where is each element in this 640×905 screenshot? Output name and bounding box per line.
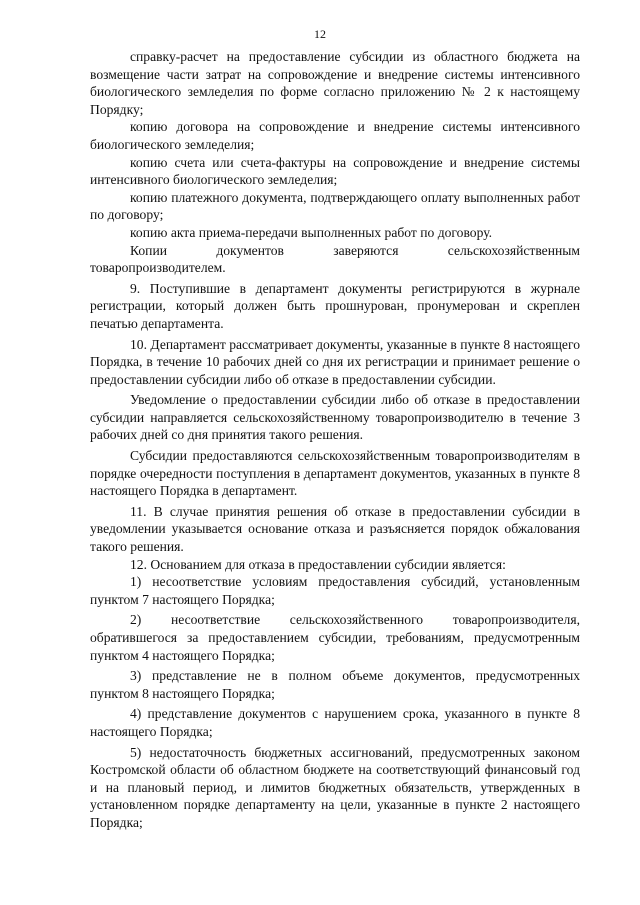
paragraph-payment-document-copy: копию платежного документа, подтверждающего оплату выполненных работ по договору; xyxy=(90,189,580,223)
paragraph-copies-certified: Копии документов заверяются сельскохозяйственным товаропроизводителем. xyxy=(90,242,580,276)
paragraph-item-12: 12. Основанием для отказа в предоставлении субсидии является: xyxy=(130,556,506,572)
paragraph-item-9: 9. Поступившие в департамент документы регистрируются в журнале регистрации, который должен быть прошнурован, пронумерован и скреплен печатью департамента. xyxy=(90,280,580,331)
paragraph-invoice-copy: копию счета или счета-фактуры на сопровождение и внедрение системы интенсивного биологического земледелия; xyxy=(90,154,580,188)
paragraph-acceptance-act-copy: копию акта приема-передачи выполненных работ по договору. xyxy=(130,224,493,240)
paragraph-notification: Уведомление о предоставлении субсидии либо об отказе в предоставлении субсидии направляется сельскохозяйственному товаропроизводителю в течение 3 рабочих дней со дня принятия такого решения. xyxy=(90,392,580,443)
paragraph-refusal-reason-3: 3) представление не в полном объеме документов, предусмотренных пунктом 8 настоящего Порядка; xyxy=(90,668,580,701)
document-body xyxy=(90,48,580,832)
paragraph-refusal-reason-4: 4) представление документов с нарушением срока, указанного в пункте 8 настоящего Порядка; xyxy=(90,706,580,739)
paragraph-item-11: 11. В случае принятия решения об отказе в предоставлении субсидии в уведомлении указывается основание отказа и разъясняется порядок обжалования такого решения. xyxy=(90,503,580,555)
paragraph-subsidy-order: Субсидии предоставляются сельскохозяйственным товаропроизводителям в порядке очередности поступления в департамент документов, указанных в пункте 8 настоящего Порядка в департамент. xyxy=(90,448,580,499)
paragraph-contract-copy: копию договора на сопровождение и внедрение системы интенсивного биологического земледелия; xyxy=(90,119,580,152)
paragraph-calculation-certificate: справку-расчет на предоставление субсидии из областного бюджета на возмещение части затрат на сопровождение и внедрение системы интенсивного биологического земледелия по форме согласно приложению № 2 к настоящему Порядку; xyxy=(90,49,580,117)
paragraph-item-10: 10. Департамент рассматривает документы, указанные в пункте 8 настоящего Порядка, в течение 10 рабочих дней со дня их регистрации и принимает решение о предоставлении субсидии либо об отказе в предоставлении субсидии. xyxy=(90,336,580,387)
paragraph-refusal-reason-1: 1) несоответствие условиям предоставления субсидий, установленным пунктом 7 настоящего Порядка; xyxy=(90,574,580,607)
page-number: 12 xyxy=(314,27,326,41)
paragraph-refusal-reason-2: 2) несоответствие сельскохозяйственного товаропроизводителя, обратившегося за предоставлением субсидии, требованиям, предусмотренным пунктом 4 настоящего Порядка; xyxy=(90,612,580,663)
paragraph-refusal-reason-5: 5) недостаточность бюджетных ассигнований, предусмотренных законом Костромской области об областном бюджете на соответствующий финансовый год и на плановый период, и лимитов бюджетных обязательств, утвержденных в установленном порядке департаменту на цели, указанные в пункте 2 настоящего Порядка; xyxy=(90,744,580,830)
